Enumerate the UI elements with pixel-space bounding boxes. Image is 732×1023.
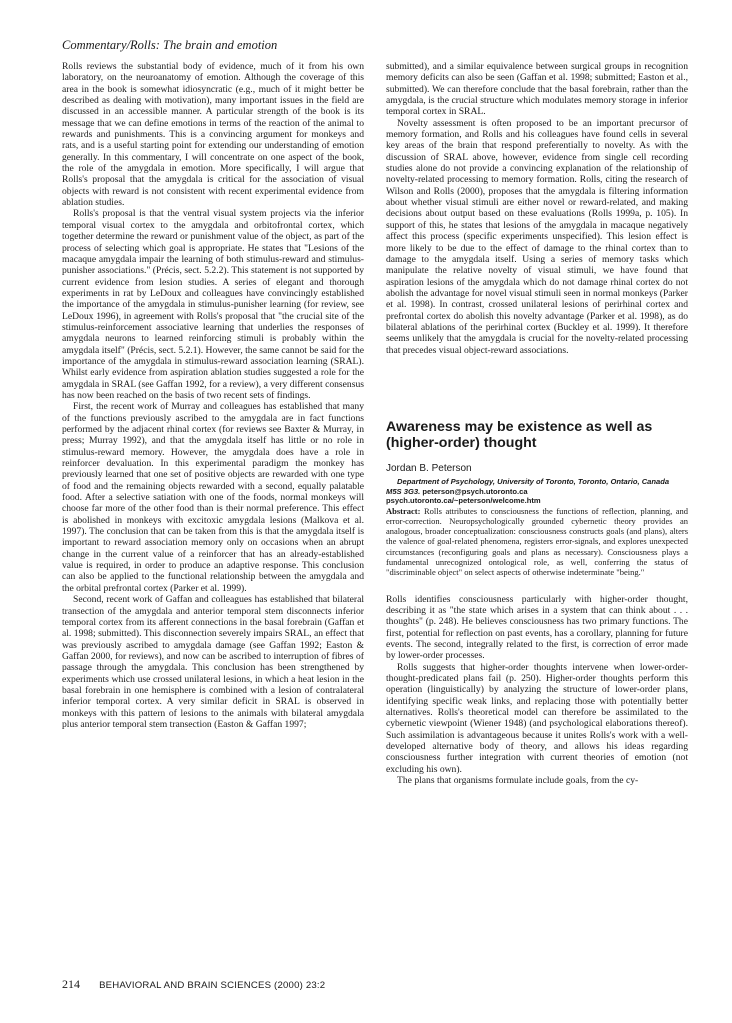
commentary-title: Awareness may be existence as well as (higher-order) thought	[386, 418, 653, 452]
right-column	[386, 61, 688, 786]
abstract-text: Rolls attributes to consciousness the functions of reflection, planning, and error-correction. Neuropsychologically grounded cybernetic theory provides an analogous, broader conceptualization: consciousness constructs goals (and plans), alters the valence of goal-related phenomena, registers error-signals, and explores unexpected circumstances (reconfiguring goals and plans as necessary). Consciousness plays a fundamental unrecognized ontological role, as well, conferring the status of "discriminable object" on select aspects of otherwise indeterminate "being."	[386, 505, 688, 578]
postal-code: M5S 3G3.	[386, 486, 421, 496]
paragraph: First, the recent work of Murray and colleagues has established that many of the functions previously ascribed to the amygdala are in fact functions performed by the adjacent rhinal cortex (for reviews see Baxter & Murray, in press; Murray 1992), and that the amygdala itself has little or no role in stimulus-reward memory. However, the amygdala does have a role in reinforcer devaluation. In this experimental paradigm the monkey has previously learned that one set of positive objects are rewarded with one type of food and the remaining objects rewarded with a second, equally palatable food. After a selective satiation with one of the foods, normal monkeys will choose far more of the other food than is their normal preference. This effect is abolished in monkeys with excitoxic amygdala lesions (Malkova et al. 1997). The conclusion that can be taken from this is that the amygdala itself is important to reward association memory only on occasions when an abrupt change in the current value of a reinforcer that has an already-established value is required, in order to produce an adaptive response. This conclusion can also be applied to the functional relationship between the amygdala and the orbital prefrontal cortex (Parker et al. 1999).	[62, 401, 364, 594]
web-link[interactable]: psych.utoronto.ca/~peterson/welcome.htm	[386, 496, 541, 506]
paragraph: Rolls identifies consciousness particularly with higher-order thought, describing it as "the state which arises in a system that can think about . . . thoughts" (p. 248). He believes consciousness has two primary functions. The first, potential for reflection on past events, has a corollary, planning for future events. The second, integrally related to the first, is correction of error made by lower-order processes.	[386, 593, 688, 662]
author-affiliation	[386, 477, 688, 505]
paragraph: Novelty assessment is often proposed to be an important precursor of memory formation, and Rolls and his colleagues have found cells in several key areas of the brain that respond preferentially to novelty. As with the discussion of SRAL above, however, evidence from single cell recording studies alone do not provide a convincing explanation of the relationship of novelty-related processing to memory formation. Rolls, citing the research of Wilson and Rolls (2000), proposes that the amygdala is filtering information about whether visual stimuli are either novel or reward-related, and making decisions about output based on these evaluations (Rolls 1999a, p. 105). In support of this, he states that lesions of the amygdala in macaque negatively affect this process (specific experiments unspecified). This lesion effect is more likely to be due to the effect of damage to the rhinal cortex than to damage to the amygdala itself. Using a series of memory tasks which manipulate the relative novelty of visual stimuli, we have found that aspiration lesions of the amygdala which do not damage rhinal cortex do not abolish the advantage for novel visual stimuli seen in normal monkeys (Parker et al. 1998). In contrast, crossed unilateral lesions of perirhinal cortex and prefrontal cortex do abolish this novelty advantage (Parker et al. 1998), as do bilateral ablations of the perirhinal cortex (Buckley et al. 1999). It therefore seems unlikely that the amygdala is crucial for the novelty-related processing that precedes visual object-reward associations.	[386, 117, 688, 356]
paragraph: Rolls's proposal is that the ventral visual system projects via the inferior temporal visual cortex to the amygdala and orbitofrontal cortex, which together determine the reward or punishment value of the object, as part of the process of selecting which goal is appropriate. He states that "Lesions of the macaque amygdala impair the learning of both stimulus-reward and stimulus-punisher associations." (Précis, sect. 5.2.2). This statement is not supported by current evidence from lesion studies. A series of elegant and thorough experiments in rat by LeDoux and colleagues have convincingly established the importance of the amygdala in stimulus-punisher learning (for review, see LeDoux 1996), in agreement with Rolls's proposal that "the crucial site of the stimulus-reinforcement associative learning that underlies the responses of amygdala neurons to learned reinforcing stimuli is probably within the amygdala itself" (Précis, sect. 5.2.1). However, the same cannot be said for the importance of the amygdala in stimulus-reward association learning (SRAL). Whilst early evidence from aspiration ablation studies suggested a role for the amygdala in SRAL (see Gaffan 1992, for a review), a very different consensus has now been reached on the basis of two recent sets of findings.	[62, 208, 364, 401]
left-column	[62, 61, 364, 730]
paragraph: Rolls reviews the substantial body of evidence, much of it from his own laboratory, on the neuroanatomy of emotion. Although the coverage of this area in the book is somewhat idiosyncratic (e.g., much of it might better be described as dealing with motivation), many important issues in the field are discussed in an accessible manner. A particular strength of the book is its message that we can define emotions in terms of the reaction of the animal to rewards and punishments. This is a convincing argument for monkeys and rats, and is a useful starting point for extending our understanding of emotion generally. In this commentary, I will concentrate on one aspect of the book, the role of the amygdala in emotion. More specifically, I will argue that Rolls's proposal that the amygdala is critical for the association of visual objects with reward is not consistent with recent experimental evidence from ablation studies.	[62, 61, 364, 209]
abstract-label: Abstract:	[386, 505, 421, 516]
affiliation-text: Department of Psychology, University of Toronto, Toronto, Ontario, Canada	[397, 477, 670, 487]
running-head: Commentary/Rolls: The brain and emotion	[62, 38, 278, 52]
paragraph: Second, recent work of Gaffan and colleagues has established that bilateral transection of the amygdala and anterior temporal stem disconnects inferior temporal cortex from its afferent connections in the basal forebrain (Gaffan et al. 1998; submitted). This disconnection severely impairs SRAL, an effect that was previously ascribed to amygdala damage (see Gaffan 1992; Easton & Gaffan 2000, for reviews), and now can be ascribed to interruption of fibres of passage through the amygdala. This conclusion has been strengthened by experiments which use crossed unilateral lesions, in which a heat lesion in the basal forebrain in one hemisphere is combined with a lesion of contralateral inferior temporal cortex. A very similar deficit in SRAL is observed in monkeys with this pattern of lesions to the animals with bilateral amygdala plus anterior temporal stem transection (Easton & Gaffan 1997;	[62, 594, 364, 730]
journal-citation: BEHAVIORAL AND BRAIN SCIENCES (2000) 23:2	[99, 980, 326, 991]
abstract	[386, 506, 688, 578]
paragraph: The plans that organisms formulate include goals, from the cy-	[397, 775, 639, 787]
author-name: Jordan B. Peterson	[386, 462, 472, 474]
page-footer	[62, 977, 325, 992]
email-link[interactable]: peterson@psych.utoronto.ca	[422, 486, 528, 496]
paragraph: submitted), and a similar equivalence between surgical groups in recognition memory deficits can also be seen (Gaffan et al. 1998; submitted; Easton et al., submitted). We can therefore conclude that the basal forebrain, rather than the amygdala, is the crucial structure which modulates memory storage in inferior temporal cortex in SRAL.	[386, 61, 688, 118]
page-number: 214	[62, 977, 80, 991]
paragraph: Rolls suggests that higher-order thoughts intervene when lower-order-thought-predicated plans fail (p. 250). Higher-order thoughts perform this operation (linguistically) by analyzing the structure of lower-order plans, identifying specific weak links, and replacing those with potentially better alternatives. Rolls's theoretical model can therefore be assimilated to the cybernetic viewpoint (Wiener 1948) (and psychological elaborations thereof). Such assimilation is advantageous because it unites Rolls's work with a well-developed alternative body of theory, and allows his ideas regarding consciousness further integration with current theories of emotion (not excluding his own).	[386, 661, 688, 775]
